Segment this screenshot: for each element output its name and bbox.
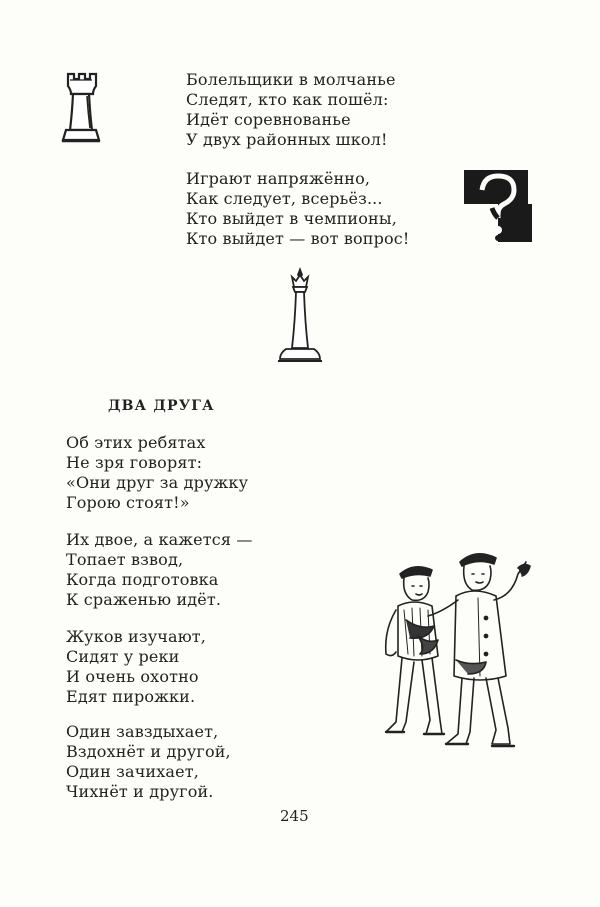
verse-line: У двух районных школ!: [186, 130, 388, 149]
poem2-stanza3: [66, 627, 206, 707]
verse-line: Едят пирожки.: [66, 687, 196, 706]
verse-line: Кто выйдет — вот вопрос!: [186, 229, 410, 248]
verse-line: Их двое, а кажется —: [66, 530, 253, 549]
verse-line: Один зачихает,: [66, 762, 199, 781]
verse-line: Болельщики в молчанье: [186, 70, 396, 89]
verse-line: Один завздыхает,: [66, 722, 219, 741]
poem1-stanza1: [186, 70, 396, 150]
poem2-stanza1: [66, 433, 248, 513]
verse-line: Об этих ребятах: [66, 433, 206, 452]
page-number: 245: [280, 807, 309, 825]
verse-line: Играют напряжённо,: [186, 169, 371, 188]
verse-line: Как следует, всерьёз...: [186, 189, 383, 208]
chess-bishop-icon: [276, 265, 324, 369]
verse-line: Не зря говорят:: [66, 453, 203, 472]
poem-title: ДВА ДРУГА: [108, 398, 215, 414]
question-mark-checker-icon: [462, 168, 534, 244]
verse-line: И очень охотно: [66, 667, 199, 686]
verse-line: Когда подготовка: [66, 570, 219, 589]
verse-line: К сраженью идёт.: [66, 590, 222, 609]
poem1-stanza2: [186, 169, 409, 249]
poem2-stanza4: [66, 722, 231, 802]
verse-line: Чихнёт и другой.: [66, 782, 214, 801]
verse-line: Топает взвод,: [66, 550, 184, 569]
poem2-stanza2: [66, 530, 253, 610]
chess-rook-icon: [60, 68, 102, 148]
verse-line: Идёт соревнованье: [186, 110, 351, 129]
verse-line: Кто выйдет в чемпионы,: [186, 209, 397, 228]
verse-line: Вздохнёт и другой,: [66, 742, 231, 761]
two-boys-illustration: [378, 540, 538, 760]
verse-line: Сидят у реки: [66, 647, 180, 666]
verse-line: «Они друг за дружку: [66, 473, 249, 492]
verse-line: Следят, кто как пошёл:: [186, 90, 389, 109]
verse-line: Жуков изучают,: [66, 627, 207, 646]
verse-line: Горою стоят!»: [66, 493, 190, 512]
